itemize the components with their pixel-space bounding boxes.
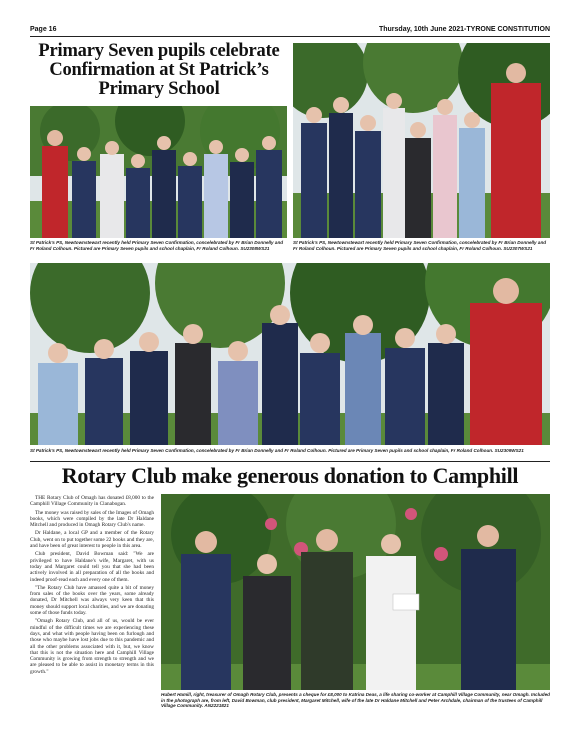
story1-headline: Primary Seven pupils celebrate Confirmation at St Patrick’s Primary School [38, 41, 280, 99]
page-number: Page 16 [30, 26, 57, 33]
paragraph: "The Rotary Club have amassed quite a bit of money from sales of the books over the years, some already donated, Dr Mitchell was always very keen that this money should support local charities, and we are donating some of those funds today. [30, 584, 154, 617]
issue-date: Thursday, 10th June 2021-TYRONE CONSTITUTION [378, 26, 550, 33]
paragraph: Club president, David Bowman said: "We are privileged to have Haldane's wife, Margaret, with us today and Margaret could tell you that she had been actively involved in all preparation of all the books and indeed proof-read each and every one of them. [30, 551, 154, 583]
caption-donation-photo: Hubert Hamill, right, treasurer of Omagh Rotary Club, presents a cheque for £8,000 to Katrina Deas, a life sharing co-worker at Camphill Village Community, near Omagh. Included in the photograph are, from left, David Bowman, club president, Margaret Mitchell, wife of the late Dr Haldane Mitchell and Peter Archdale, chairman of the trustees of Camphill Village Community. AN2221821 [161, 692, 550, 709]
section-rule [30, 461, 550, 462]
caption-photo-2: St Patrick's PS, Newtownstewart recently held Primary Seven Confirmation, concelebrated by Fr Brian Donnelly and Fr Roland Colhoun. Pictured are Primary Seven pupils and school chaplain, Fr Roland Colhoun. SU2307WS21 [293, 240, 547, 251]
caption-photo-1: St Patrick's PS, Newtownstewart recently held Primary Seven Confirmation, concelebrated by Fr Brian Donnelly and Fr Roland Colhoun. Pictured are Primary Seven pupils and school chaplain, Fr Roland Colhoun. SU2308WS21 [30, 240, 284, 251]
confirmation-photo-2 [293, 43, 550, 238]
story2-body [30, 495, 154, 677]
confirmation-photo-1 [30, 106, 287, 238]
donation-photo [161, 494, 550, 690]
story2-headline: Rotary Club make generous donation to Camphill [61, 463, 519, 488]
paragraph: THE Rotary Club of Omagh has donated £8,000 to the Camphill Village Community in Clanabogan. [30, 495, 154, 508]
caption-photo-3: St Patrick's PS, Newtownstewart recently held Primary Seven Confirmation, concelebrated by Fr Brian Donnelly and Fr Roland Colhoun. Pictured are Primary Seven pupils and school chaplain, Fr Roland Colhoun. SU2309WS21 [30, 448, 524, 453]
paragraph: "Omagh Rotary Club, and all of us, would be ever mindful of the difficult times we are experiencing these days, and what with people having been on furlough and those who maybe have lost jobs due to this pandemic and all the other problems associated with it, but, we know that this is not the situation here and Camphill Village Community is growing from strength to strength and we are pleased to be able to assist in monetary terms in this growth." [30, 618, 154, 675]
paragraph: Dr Haldane, a local GP and a member of the Rotary Club, went on to put together some 22 books and they are, and have been of great interest to people in this area. [30, 530, 154, 550]
top-rule [30, 36, 550, 37]
confirmation-photo-3 [30, 263, 550, 445]
paragraph: The money was raised by sales of the Images of Omagh books, which were compiled by the late Dr Haldane Mitchell and produced in Omagh Rotary Club's name. [30, 509, 154, 529]
